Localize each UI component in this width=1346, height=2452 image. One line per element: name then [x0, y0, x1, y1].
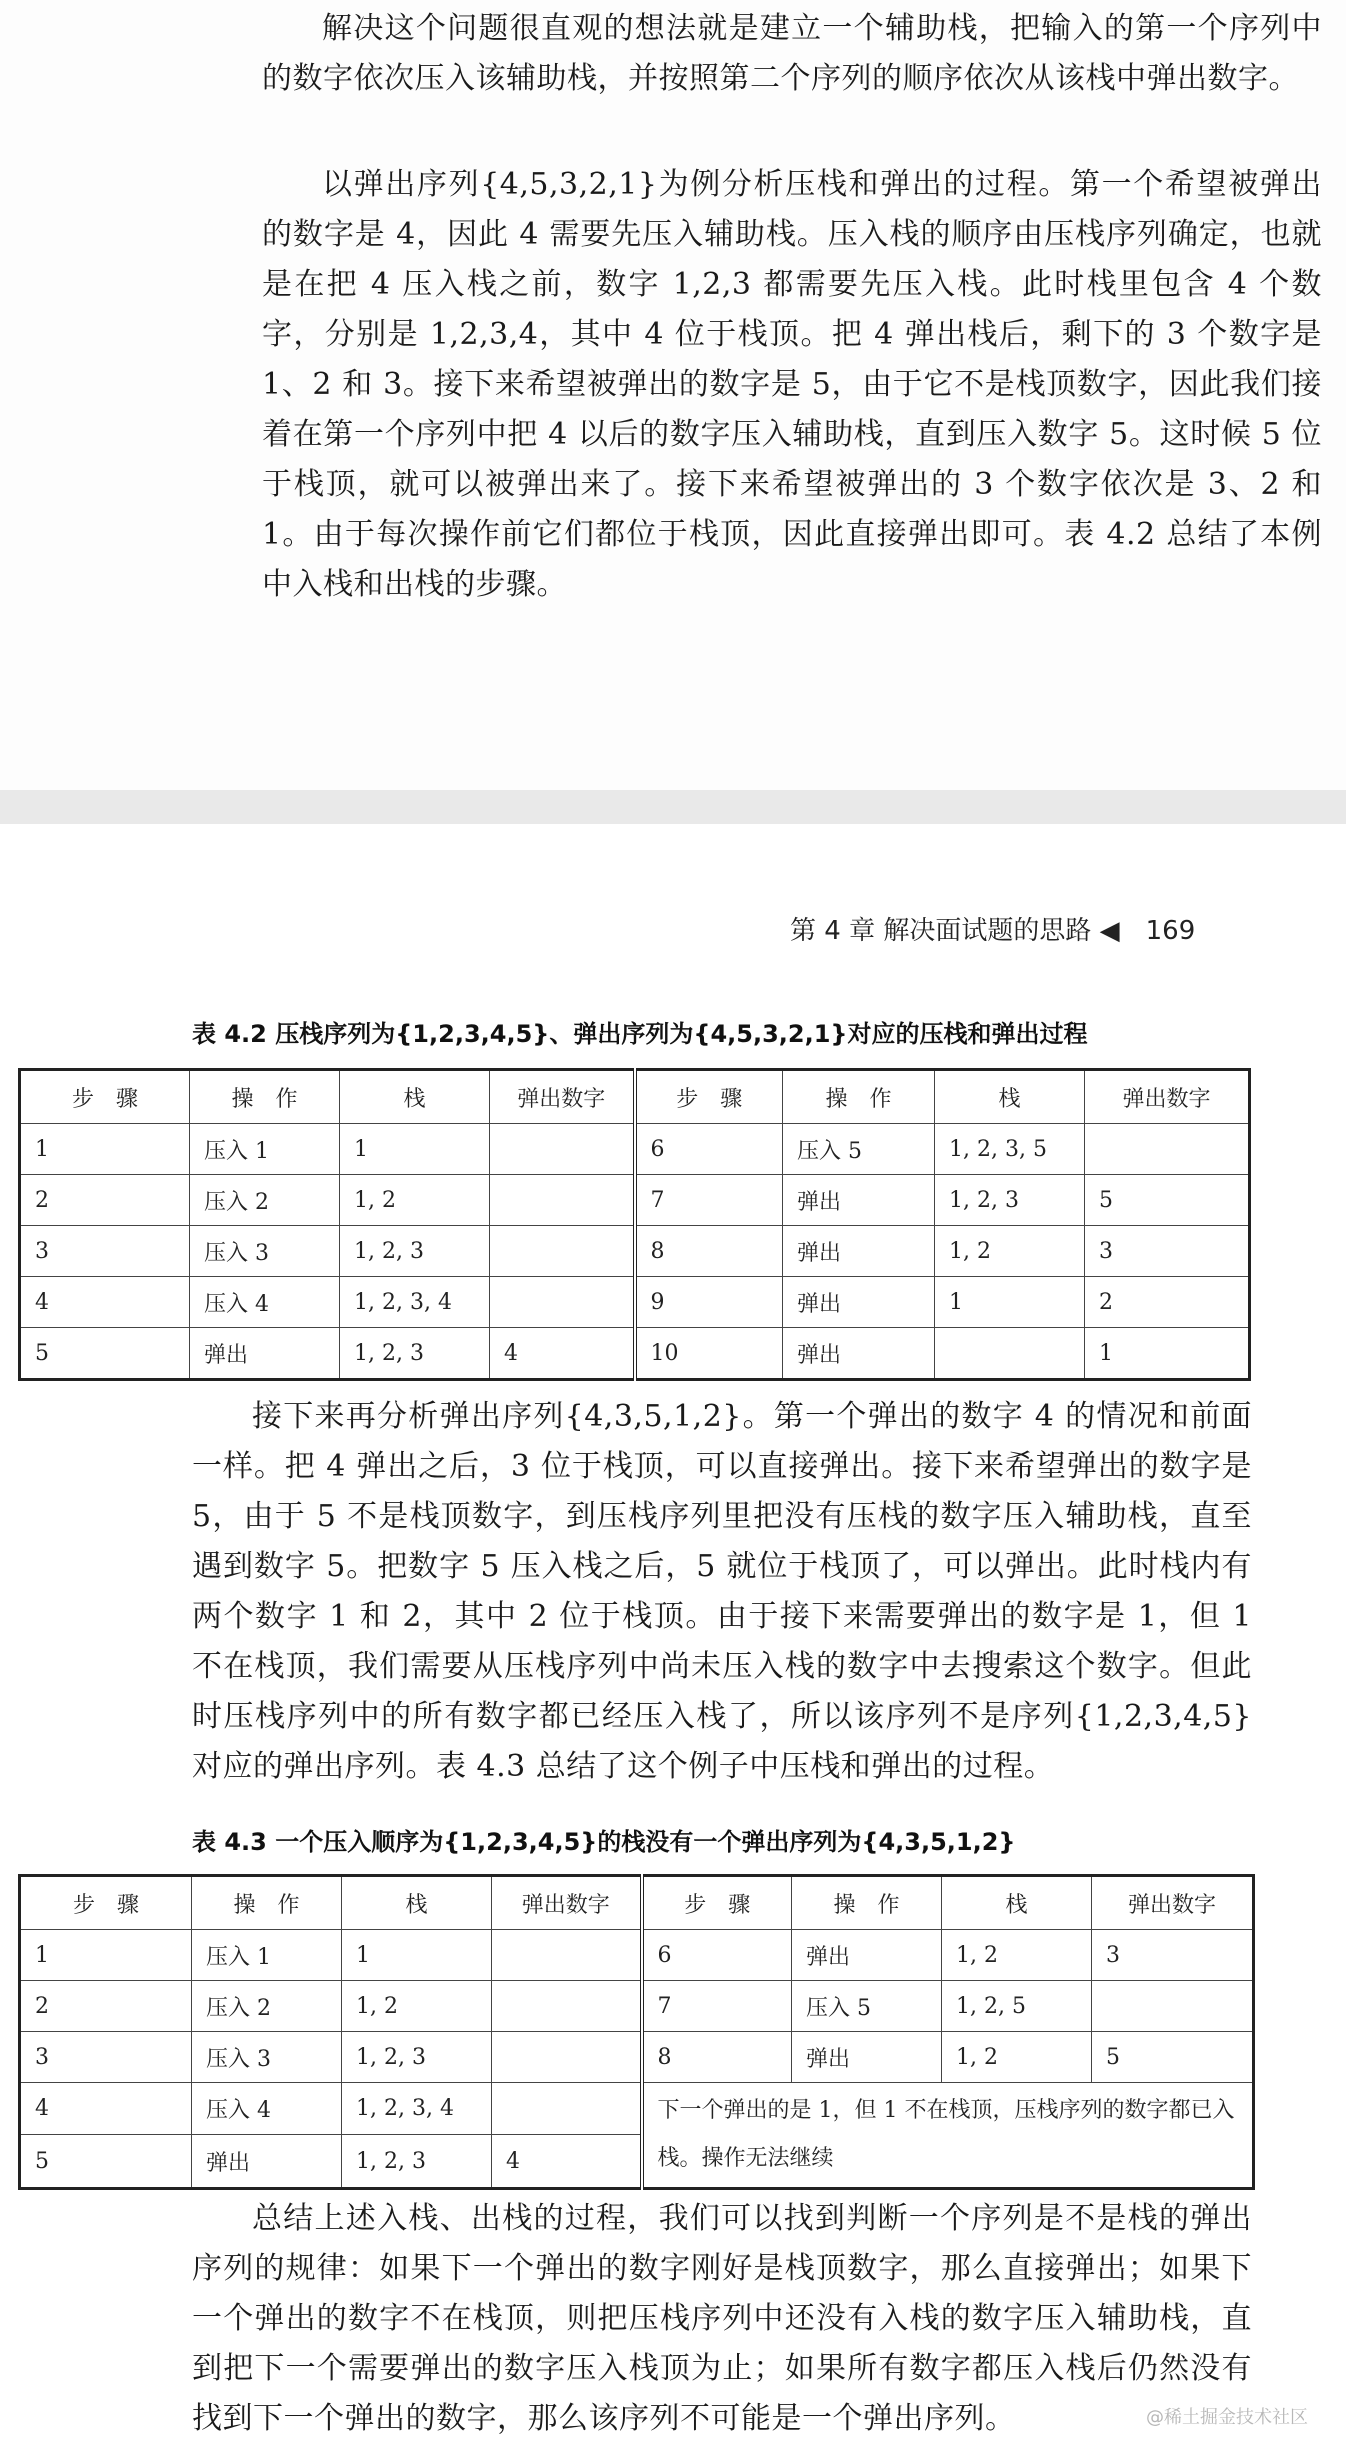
table-row — [20, 1226, 1250, 1277]
table-cell: 8 — [642, 2032, 792, 2083]
table-cell: 1, 2 — [340, 1175, 490, 1226]
table-cell: 压入 2 — [190, 1175, 340, 1226]
table-cell: 1, 2, 5 — [942, 1981, 1092, 2032]
table-cell: 6 — [635, 1124, 783, 1175]
table-cell: 3 — [20, 1226, 190, 1277]
table-4-2 — [18, 1068, 1251, 1381]
header-cell: 操 作 — [783, 1070, 935, 1124]
table-cell: 1, 2, 3, 4 — [342, 2083, 492, 2135]
table-cell: 6 — [642, 1930, 792, 1981]
table-cell: 3 — [20, 2032, 192, 2083]
table-cell: 2 — [20, 1175, 190, 1226]
table-cell: 1 — [935, 1277, 1085, 1328]
table-row — [20, 2032, 1254, 2083]
table-cell: 1 — [20, 1124, 190, 1175]
table-cell — [1085, 1124, 1250, 1175]
table-cell: 1, 2, 3 — [340, 1226, 490, 1277]
table-cell — [492, 2032, 642, 2083]
table-cell: 压入 5 — [783, 1124, 935, 1175]
header-cell: 操 作 — [190, 1070, 340, 1124]
table-cell: 压入 1 — [190, 1124, 340, 1175]
header-cell: 弹出数字 — [1092, 1876, 1254, 1930]
table-cell: 1 — [342, 1930, 492, 1981]
table-cell — [490, 1226, 635, 1277]
running-head — [790, 910, 1195, 947]
table-cell: 弹出 — [783, 1328, 935, 1380]
table-cell — [1092, 1981, 1254, 2032]
table-cell: 1 — [1085, 1328, 1250, 1380]
header-cell: 操 作 — [192, 1876, 342, 1930]
table-cell: 弹出 — [192, 2135, 342, 2189]
table-cell: 弹出 — [190, 1328, 340, 1380]
table-row — [20, 1930, 1254, 1981]
table-cell: 5 — [1092, 2032, 1254, 2083]
table-cell: 1, 2, 3, 4 — [340, 1277, 490, 1328]
table-cell: 弹出 — [783, 1277, 935, 1328]
header-cell: 步 骤 — [20, 1876, 192, 1930]
table-header-row — [20, 1876, 1254, 1930]
table-note: 下一个弹出的是 1，但 1 不在栈顶，压栈序列的数字都已入栈。操作无法继续 — [642, 2083, 1254, 2189]
table-cell: 3 — [1092, 1930, 1254, 1981]
table-cell: 弹出 — [783, 1175, 935, 1226]
table-cell — [492, 2083, 642, 2135]
table-cell: 压入 4 — [190, 1277, 340, 1328]
table-cell: 弹出 — [792, 1930, 942, 1981]
table-cell: 压入 3 — [190, 1226, 340, 1277]
table-cell: 1, 2, 3 — [340, 1328, 490, 1380]
table-cell: 压入 1 — [192, 1930, 342, 1981]
table-cell: 4 — [20, 2083, 192, 2135]
table-cell — [490, 1124, 635, 1175]
table-cell: 9 — [635, 1277, 783, 1328]
table-4-3-caption: 表 4.3 一个压入顺序为{1,2,3,4,5}的栈没有一个弹出序列为{4,3,5,1,2} — [192, 1828, 1016, 1856]
header-cell: 弹出数字 — [490, 1070, 635, 1124]
table-4-3 — [18, 1874, 1255, 2190]
header-cell: 操 作 — [792, 1876, 942, 1930]
table-cell — [492, 1930, 642, 1981]
header-cell: 弹出数字 — [1085, 1070, 1250, 1124]
paragraph-4: 总结上述入栈、出栈的过程，我们可以找到判断一个序列是不是栈的弹出序列的规律：如果下一个弹出的数字刚好是栈顶数字，那么直接弹出；如果下一个弹出的数字不在栈顶，则把压栈序列中还没有入栈的数字压入辅助栈，直到把下一个需要弹出的数字压入栈顶为止；如果所有数字都压入栈后仍然没有找到下一个弹出的数字，那么该序列不可能是一个弹出序列。 — [192, 2201, 1252, 2436]
table-cell: 1, 2, 3, 5 — [935, 1124, 1085, 1175]
page-number: 169 — [1145, 916, 1196, 946]
table-row — [20, 1981, 1254, 2032]
table-cell: 压入 5 — [792, 1981, 942, 2032]
table-cell — [935, 1328, 1085, 1380]
table-cell: 7 — [642, 1981, 792, 2032]
header-cell: 栈 — [340, 1070, 490, 1124]
table-cell: 1, 2, 3 — [342, 2032, 492, 2083]
table-cell: 2 — [1085, 1277, 1250, 1328]
page-separator — [0, 790, 1346, 824]
table-4-2-caption: 表 4.2 压栈序列为{1,2,3,4,5}、弹出序列为{4,5,3,2,1}对应的压栈和弹出过程 — [192, 1020, 1088, 1048]
table-cell: 7 — [635, 1175, 783, 1226]
header-cell: 步 骤 — [642, 1876, 792, 1930]
table-row — [20, 1124, 1250, 1175]
table-cell: 2 — [20, 1981, 192, 2032]
table-cell: 5 — [20, 2135, 192, 2189]
table-cell — [490, 1175, 635, 1226]
table-cell: 压入 3 — [192, 2032, 342, 2083]
table-cell: 1 — [20, 1930, 192, 1981]
table-header-row — [20, 1070, 1250, 1124]
table-row — [20, 1175, 1250, 1226]
table-cell — [492, 1981, 642, 2032]
header-cell: 栈 — [935, 1070, 1085, 1124]
table-cell — [490, 1277, 635, 1328]
table-cell: 1, 2 — [942, 1930, 1092, 1981]
table-cell: 1, 2, 3 — [935, 1175, 1085, 1226]
table-cell: 1 — [340, 1124, 490, 1175]
table-cell: 4 — [492, 2135, 642, 2189]
watermark: @稀土掘金技术社区 — [1146, 2407, 1308, 2428]
paragraph-1: 解决这个问题很直观的想法就是建立一个辅助栈，把输入的第一个序列中的数字依次压入该辅助栈，并按照第二个序列的顺序依次从该栈中弹出数字。 — [262, 11, 1322, 96]
table-cell: 4 — [490, 1328, 635, 1380]
paragraph-2: 以弹出序列{4,5,3,2,1}为例分析压栈和弹出的过程。第一个希望被弹出的数字是 4，因此 4 需要先压入辅助栈。压入栈的顺序由压栈序列确定，也就是在把 4 压入栈之前，数字 1,2,3 都需要先压入栈。此时栈里包含 4 个数字，分别是 1,2,3,4，其中 4 位于栈顶。把 4 弹出栈后，剩下的 3 个数字是 1、2 和 3。接下来希望被弹出的数字是 5，由于它不是栈顶数字，因此我们接着在第一个序列中把 4 以后的数字压入辅助栈，直到压入数字 5。这时候 5 位于栈顶，就可以被弹出来了。接下来希望被弹出的 3 个数字依次是 3、2 和 1。由于每次操作前它们都位于栈顶，因此直接弹出即可。表 4.2 总结了本例中入栈和出栈的步骤。 — [262, 167, 1322, 602]
table-row — [20, 1277, 1250, 1328]
header-cell: 栈 — [342, 1876, 492, 1930]
paragraph-3: 接下来再分析弹出序列{4,3,5,1,2}。第一个弹出的数字 4 的情况和前面一样。把 4 弹出之后，3 位于栈顶，可以直接弹出。接下来希望弹出的数字是 5，由于 5 不是栈顶数字，到压栈序列里把没有压栈的数字压入辅助栈，直至遇到数字 5。把数字 5 压入栈之后，5 就位于栈顶了，可以弹出。此时栈内有两个数字 1 和 2，其中 2 位于栈顶。由于接下来需要弹出的数字是 1，但 1 不在栈顶，我们需要从压栈序列中尚未压入栈的数字中去搜索这个数字。但此时压栈序列中的所有数字都已经压入栈了，所以该序列不是序列{1,2,3,4,5}对应的弹出序列。表 4.3 总结了这个例子中压栈和弹出的过程。 — [192, 1399, 1252, 1784]
header-cell: 栈 — [942, 1876, 1092, 1930]
table-cell: 弹出 — [783, 1226, 935, 1277]
table-row — [20, 1328, 1250, 1380]
header-cell: 步 骤 — [635, 1070, 783, 1124]
table-cell: 4 — [20, 1277, 190, 1328]
table-cell: 8 — [635, 1226, 783, 1277]
table-cell: 5 — [20, 1328, 190, 1380]
table-cell: 5 — [1085, 1175, 1250, 1226]
header-cell: 弹出数字 — [492, 1876, 642, 1930]
table-cell: 1, 2 — [942, 2032, 1092, 2083]
table-cell: 压入 4 — [192, 2083, 342, 2135]
table-cell: 1, 2 — [935, 1226, 1085, 1277]
table-cell: 10 — [635, 1328, 783, 1380]
header-cell: 步 骤 — [20, 1070, 190, 1124]
table-cell: 压入 2 — [192, 1981, 342, 2032]
table-row — [20, 2083, 1254, 2135]
table-cell: 1, 2, 3 — [342, 2135, 492, 2189]
table-cell: 弹出 — [792, 2032, 942, 2083]
page-top — [0, 0, 1346, 790]
chapter-title: 第 4 章 解决面试题的思路 ◀ — [790, 916, 1120, 946]
table-cell: 3 — [1085, 1226, 1250, 1277]
table-cell: 1, 2 — [342, 1981, 492, 2032]
